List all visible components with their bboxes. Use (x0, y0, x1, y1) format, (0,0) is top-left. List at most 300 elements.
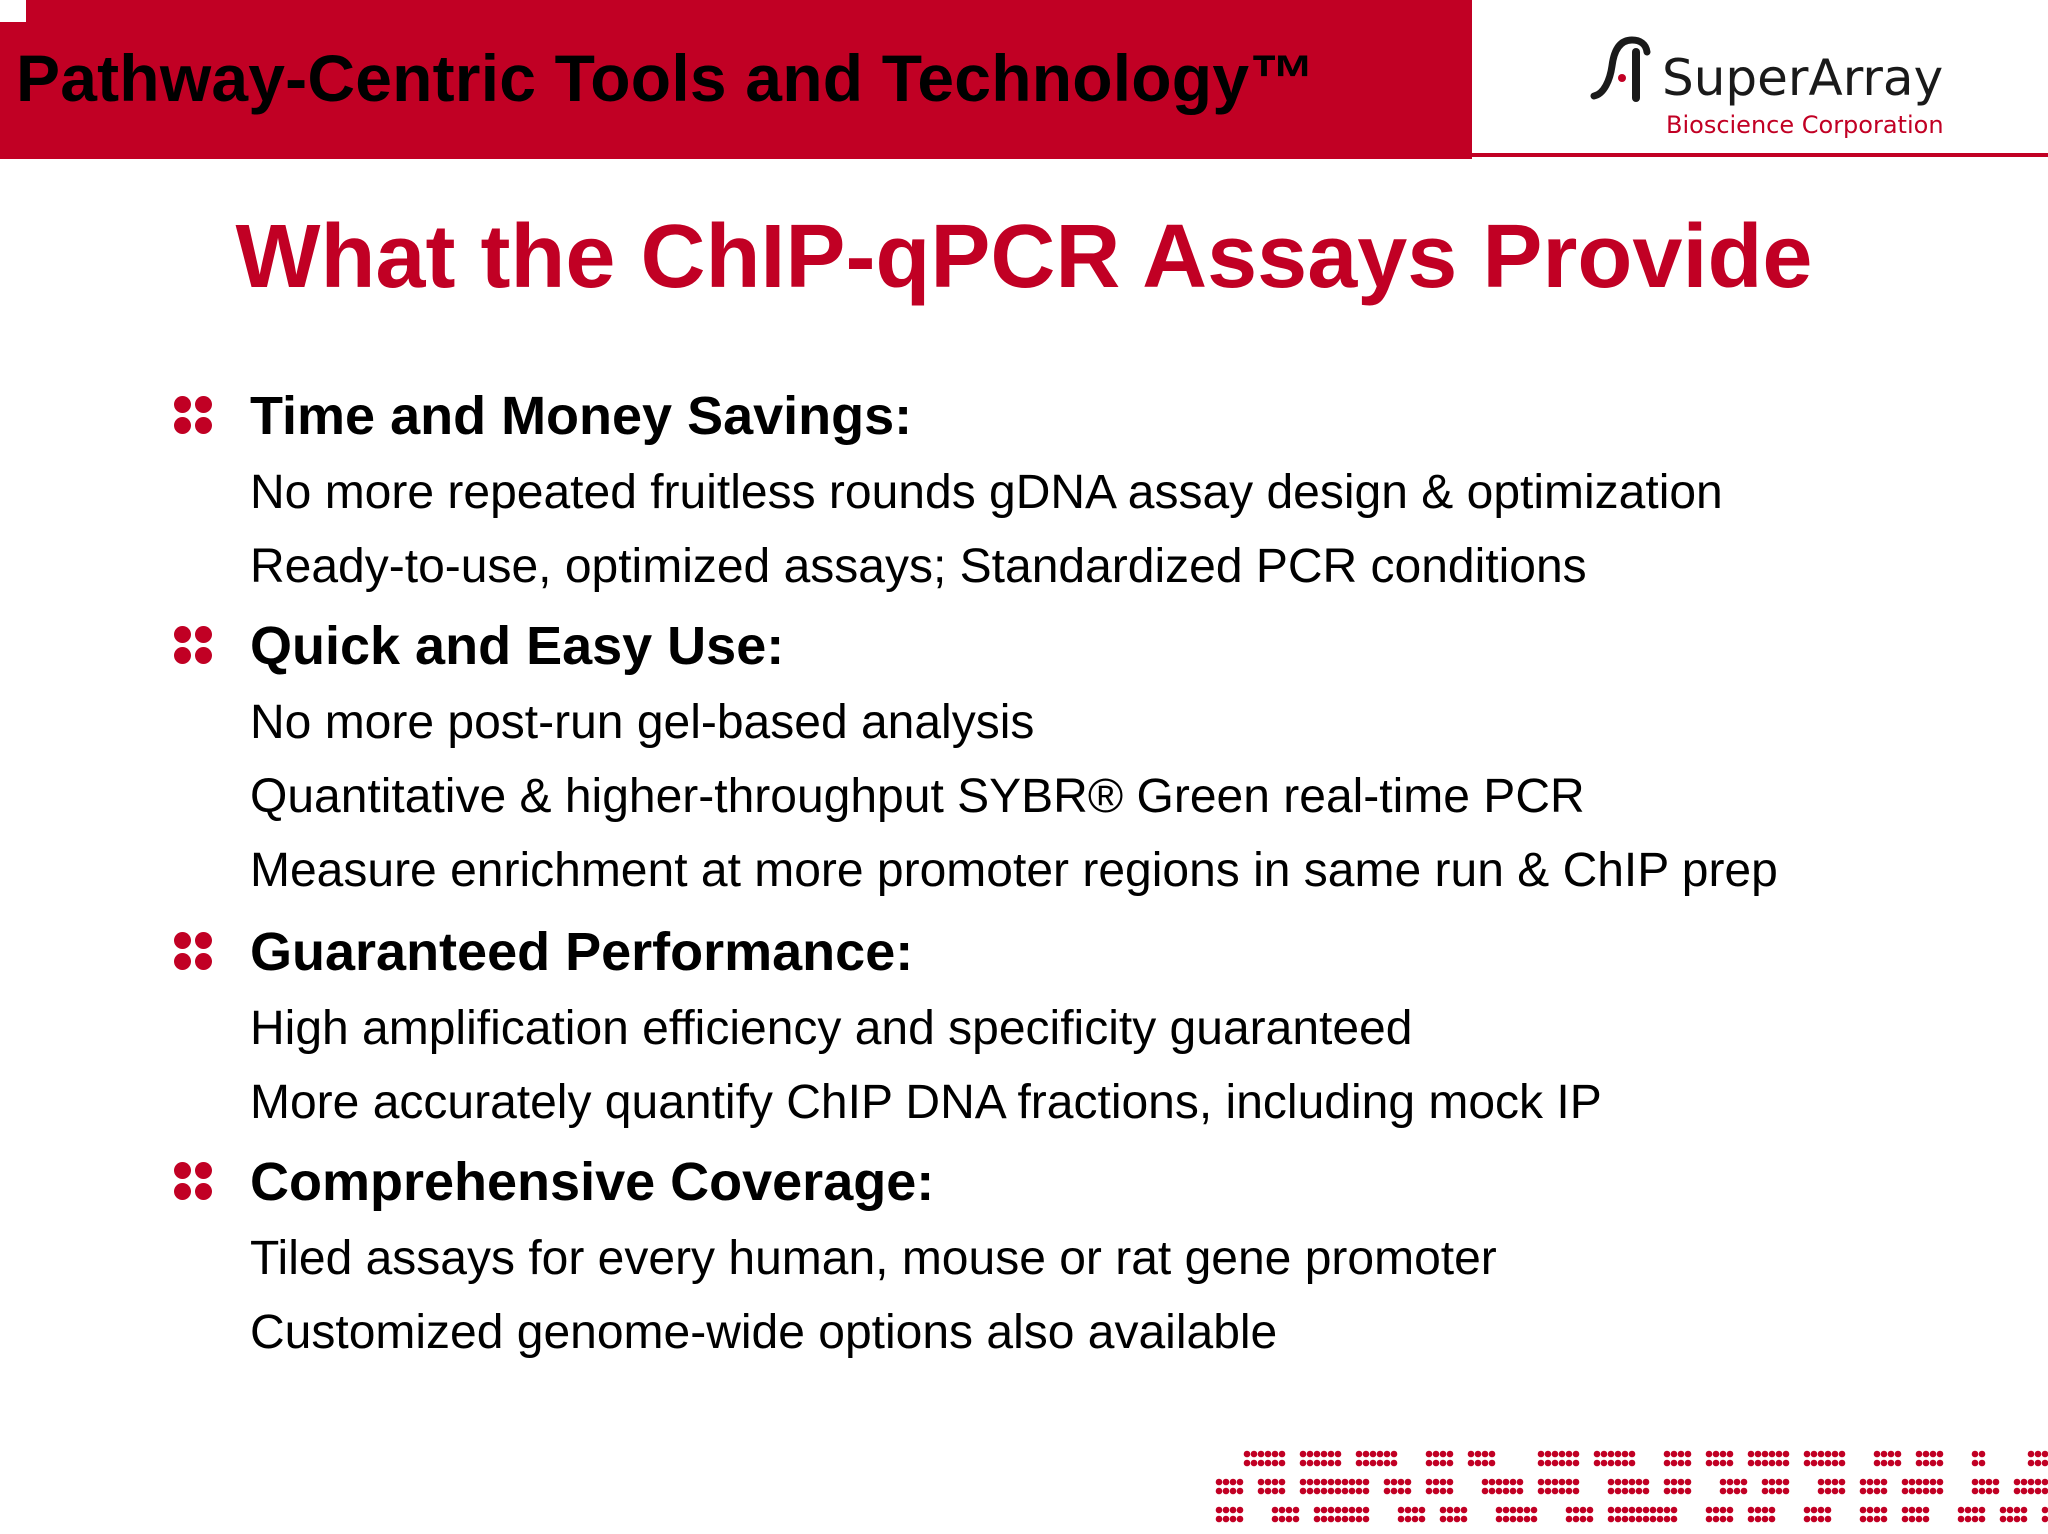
pattern-dot (1713, 1460, 1720, 1467)
pattern-dot (1419, 1516, 1426, 1523)
pattern-dot (2000, 1507, 2007, 1514)
pattern-dot (1916, 1451, 1923, 1458)
pattern-dot (1972, 1516, 1979, 1523)
pattern-dot (1405, 1516, 1412, 1523)
pattern-dot (1216, 1507, 1223, 1514)
pattern-dot (1489, 1488, 1496, 1495)
pattern-dot (1328, 1460, 1335, 1467)
pattern-dot (1286, 1516, 1293, 1523)
logo-subtitle: Bioscience Corporation (1666, 111, 1944, 139)
pattern-dot (1566, 1488, 1573, 1495)
pattern-dot (1342, 1479, 1349, 1486)
pattern-dot (1496, 1516, 1503, 1523)
pattern-dot (1979, 1460, 1986, 1467)
pattern-dot (1461, 1516, 1468, 1523)
pattern-dot (1440, 1479, 1447, 1486)
pattern-dot (1685, 1451, 1692, 1458)
pattern-dot (1811, 1460, 1818, 1467)
pattern-dot (1727, 1507, 1734, 1514)
pattern-dot (1643, 1507, 1650, 1514)
pattern-dot (1867, 1479, 1874, 1486)
pattern-dot (1615, 1460, 1622, 1467)
pattern-dot (1608, 1479, 1615, 1486)
pattern-dot (1678, 1460, 1685, 1467)
pattern-dot (1328, 1516, 1335, 1523)
pattern-dot (1230, 1516, 1237, 1523)
pattern-dot (1776, 1488, 1783, 1495)
pattern-dot (1307, 1479, 1314, 1486)
pattern-dot (1496, 1488, 1503, 1495)
pattern-dot (1769, 1479, 1776, 1486)
pattern-dot (1622, 1507, 1629, 1514)
pattern-dot (1223, 1507, 1230, 1514)
pattern-dot (1839, 1488, 1846, 1495)
pattern-dot (1307, 1488, 1314, 1495)
pattern-dot (1881, 1460, 1888, 1467)
pattern-dot (1342, 1507, 1349, 1514)
pattern-dot (1552, 1460, 1559, 1467)
pattern-dot (1706, 1507, 1713, 1514)
pattern-dot (1440, 1451, 1447, 1458)
pattern-dot (1524, 1516, 1531, 1523)
pattern-dot (1272, 1488, 1279, 1495)
pattern-dot (1937, 1488, 1944, 1495)
pattern-dot (1916, 1488, 1923, 1495)
pattern-dot (1321, 1488, 1328, 1495)
pattern-dot (2042, 1460, 2048, 1467)
pattern-dot (1398, 1479, 1405, 1486)
pattern-dot (1608, 1516, 1615, 1523)
pattern-dot (1678, 1479, 1685, 1486)
pattern-dot (1825, 1460, 1832, 1467)
pattern-dot (1706, 1460, 1713, 1467)
pattern-dot (1874, 1451, 1881, 1458)
pattern-dot (1783, 1479, 1790, 1486)
pattern-dot (1923, 1451, 1930, 1458)
pattern-dot (2021, 1488, 2028, 1495)
section-heading: Comprehensive Coverage: (250, 1152, 935, 1212)
pattern-dot (1937, 1451, 1944, 1458)
pattern-dot (1468, 1460, 1475, 1467)
pattern-dot (1622, 1451, 1629, 1458)
four-dot-bullet-icon (174, 396, 214, 436)
pattern-dot (1531, 1507, 1538, 1514)
pattern-dot (1279, 1479, 1286, 1486)
pattern-dot (1818, 1460, 1825, 1467)
pattern-dot (1230, 1479, 1237, 1486)
pattern-dot (1363, 1460, 1370, 1467)
pattern-dot (1377, 1451, 1384, 1458)
pattern-dot (1601, 1451, 1608, 1458)
pattern-dot (1531, 1516, 1538, 1523)
pattern-dot (1447, 1516, 1454, 1523)
pattern-dot (1391, 1488, 1398, 1495)
pattern-dot (1972, 1479, 1979, 1486)
pattern-dot (1566, 1507, 1573, 1514)
pattern-dot (1608, 1488, 1615, 1495)
pattern-dot (1510, 1516, 1517, 1523)
pattern-dot (1279, 1460, 1286, 1467)
pattern-dot (1384, 1479, 1391, 1486)
pattern-dot (1426, 1479, 1433, 1486)
pattern-dot (1335, 1460, 1342, 1467)
pattern-dot (1426, 1451, 1433, 1458)
pattern-dot (2042, 1488, 2048, 1495)
logo-divider (1472, 153, 2048, 157)
pattern-dot (1762, 1507, 1769, 1514)
pattern-dot (1356, 1516, 1363, 1523)
pattern-dot (1664, 1516, 1671, 1523)
pattern-dot (1755, 1451, 1762, 1458)
pattern-dot (1391, 1451, 1398, 1458)
pattern-dot (1965, 1507, 1972, 1514)
pattern-dot (1447, 1488, 1454, 1495)
pattern-dot (1678, 1488, 1685, 1495)
pattern-dot (1636, 1516, 1643, 1523)
pattern-dot (1510, 1479, 1517, 1486)
pattern-dot (1482, 1460, 1489, 1467)
pattern-dot (1643, 1479, 1650, 1486)
pattern-dot (1300, 1479, 1307, 1486)
pattern-dot (1279, 1516, 1286, 1523)
pattern-dot (1433, 1460, 1440, 1467)
pattern-dot (1440, 1460, 1447, 1467)
pattern-dot (2000, 1516, 2007, 1523)
pattern-dot (1972, 1488, 1979, 1495)
pattern-dot (1405, 1507, 1412, 1514)
pattern-dot (1503, 1507, 1510, 1514)
pattern-dot (1538, 1460, 1545, 1467)
pattern-dot (1517, 1507, 1524, 1514)
pattern-dot (1888, 1460, 1895, 1467)
pattern-dot (1580, 1507, 1587, 1514)
pattern-dot (1636, 1488, 1643, 1495)
pattern-dot (1321, 1460, 1328, 1467)
pattern-dot (1356, 1507, 1363, 1514)
pattern-dot (1867, 1516, 1874, 1523)
pattern-dot (1405, 1488, 1412, 1495)
pattern-dot (1307, 1460, 1314, 1467)
pattern-dot (1412, 1507, 1419, 1514)
pattern-dot (1321, 1507, 1328, 1514)
pattern-dot (1629, 1488, 1636, 1495)
pattern-dot (1979, 1488, 1986, 1495)
pattern-dot (1272, 1460, 1279, 1467)
pattern-dot (1258, 1479, 1265, 1486)
pattern-dot (1503, 1479, 1510, 1486)
pattern-dot (1783, 1451, 1790, 1458)
pattern-dot (1727, 1516, 1734, 1523)
pattern-dot (1510, 1488, 1517, 1495)
pattern-dot (1475, 1460, 1482, 1467)
pattern-dot (1384, 1451, 1391, 1458)
pattern-dot (1566, 1460, 1573, 1467)
pattern-dot (1832, 1451, 1839, 1458)
pattern-dot (1321, 1516, 1328, 1523)
pattern-dot (1391, 1479, 1398, 1486)
pattern-dot (1818, 1488, 1825, 1495)
pattern-dot (1930, 1451, 1937, 1458)
pattern-dot (1923, 1479, 1930, 1486)
pattern-dot (1916, 1460, 1923, 1467)
pattern-dot (1328, 1507, 1335, 1514)
pattern-dot (1755, 1516, 1762, 1523)
pattern-dot (1671, 1507, 1678, 1514)
pattern-dot (1664, 1507, 1671, 1514)
pattern-dot (1475, 1451, 1482, 1458)
pattern-dot (1748, 1451, 1755, 1458)
pattern-dot (1832, 1460, 1839, 1467)
pattern-dot (1454, 1516, 1461, 1523)
pattern-dot (2042, 1507, 2048, 1514)
pattern-dot (1237, 1507, 1244, 1514)
pattern-dot (1272, 1516, 1279, 1523)
pattern-dot (1244, 1451, 1251, 1458)
pattern-dot (1930, 1479, 1937, 1486)
pattern-dot (1979, 1479, 1986, 1486)
pattern-dot (1713, 1516, 1720, 1523)
pattern-dot (1517, 1479, 1524, 1486)
pattern-dot (1328, 1488, 1335, 1495)
pattern-dot (1286, 1507, 1293, 1514)
section-detail: No more repeated fruitless rounds gDNA assay design & optimization (250, 466, 1723, 519)
pattern-dot (1881, 1488, 1888, 1495)
pattern-dot (1230, 1488, 1237, 1495)
pattern-dot (1615, 1479, 1622, 1486)
pattern-dot (1538, 1488, 1545, 1495)
pattern-dot (1300, 1451, 1307, 1458)
section-detail: Quantitative & higher-throughput SYBR® Green real-time PCR (250, 770, 1585, 823)
pattern-dot (1573, 1488, 1580, 1495)
pattern-dot (1524, 1507, 1531, 1514)
section-detail: No more post-run gel-based analysis (250, 696, 1035, 749)
pattern-dot (1762, 1479, 1769, 1486)
pattern-dot (1433, 1488, 1440, 1495)
pattern-dot (1748, 1460, 1755, 1467)
pattern-dot (1804, 1451, 1811, 1458)
logo-wordmark: SuperArray (1662, 49, 1944, 107)
pattern-dot (1559, 1460, 1566, 1467)
pattern-dot (1664, 1488, 1671, 1495)
pattern-dot (1349, 1516, 1356, 1523)
pattern-dot (1363, 1488, 1370, 1495)
pattern-dot (1237, 1516, 1244, 1523)
pattern-dot (1755, 1460, 1762, 1467)
pattern-dot (1314, 1488, 1321, 1495)
pattern-dot (1622, 1479, 1629, 1486)
pattern-dot (1349, 1507, 1356, 1514)
pattern-dot (1671, 1479, 1678, 1486)
pattern-dot (1979, 1451, 1986, 1458)
pattern-dot (1727, 1479, 1734, 1486)
pattern-dot (1279, 1451, 1286, 1458)
pattern-dot (1776, 1451, 1783, 1458)
pattern-dot (1811, 1516, 1818, 1523)
pattern-dot (1251, 1451, 1258, 1458)
pattern-dot (1811, 1451, 1818, 1458)
pattern-dot (1433, 1479, 1440, 1486)
pattern-dot (1615, 1488, 1622, 1495)
pattern-dot (1629, 1460, 1636, 1467)
pattern-dot (1657, 1516, 1664, 1523)
pattern-dot (1825, 1451, 1832, 1458)
pattern-dot (1573, 1507, 1580, 1514)
pattern-dot (1671, 1516, 1678, 1523)
pattern-dot (2035, 1488, 2042, 1495)
slide-title: What the ChIP-qPCR Assays Provide (235, 207, 1813, 307)
pattern-dot (1622, 1460, 1629, 1467)
pattern-dot (1545, 1460, 1552, 1467)
pattern-dot (1657, 1507, 1664, 1514)
four-dot-bullet-icon (174, 1162, 214, 1202)
pattern-dot (1839, 1451, 1846, 1458)
pattern-dot (1342, 1516, 1349, 1523)
pattern-dot (1356, 1479, 1363, 1486)
pattern-dot (1258, 1488, 1265, 1495)
pattern-dot (1496, 1507, 1503, 1514)
pattern-dot (1426, 1460, 1433, 1467)
pattern-dot (2014, 1488, 2021, 1495)
pattern-dot (1909, 1507, 1916, 1514)
pattern-dot (1923, 1516, 1930, 1523)
pattern-dot (1391, 1460, 1398, 1467)
pattern-dot (1650, 1507, 1657, 1514)
pattern-dot (1909, 1479, 1916, 1486)
pattern-dot (1573, 1460, 1580, 1467)
pattern-dot (2042, 1479, 2048, 1486)
pattern-dot (1216, 1488, 1223, 1495)
pattern-dot (1545, 1451, 1552, 1458)
pattern-dot (1314, 1507, 1321, 1514)
pattern-dot (1328, 1479, 1335, 1486)
pattern-dot (1678, 1451, 1685, 1458)
pattern-dot (1293, 1507, 1300, 1514)
pattern-dot (1216, 1516, 1223, 1523)
pattern-dot (1335, 1479, 1342, 1486)
pattern-dot (1398, 1516, 1405, 1523)
pattern-dot (1461, 1507, 1468, 1514)
pattern-dot (1874, 1516, 1881, 1523)
pattern-dot (1776, 1479, 1783, 1486)
pattern-dot (2021, 1479, 2028, 1486)
pattern-dot (1447, 1479, 1454, 1486)
pattern-dot (1762, 1460, 1769, 1467)
pattern-dot (2007, 1507, 2014, 1514)
pattern-dot (1881, 1479, 1888, 1486)
pattern-dot (1314, 1460, 1321, 1467)
pattern-dot (1720, 1460, 1727, 1467)
pattern-dot (1769, 1516, 1776, 1523)
pattern-dot (2021, 1516, 2028, 1523)
pattern-dot (2028, 1460, 2035, 1467)
pattern-dot (1419, 1507, 1426, 1514)
pattern-dot (2014, 1479, 2021, 1486)
pattern-dot (1447, 1507, 1454, 1514)
pattern-dot (1314, 1451, 1321, 1458)
pattern-dot (1356, 1488, 1363, 1495)
pattern-dot (1783, 1460, 1790, 1467)
pattern-dot (1559, 1488, 1566, 1495)
pattern-dot (1734, 1479, 1741, 1486)
pattern-dot (1223, 1516, 1230, 1523)
pattern-dot (1839, 1460, 1846, 1467)
pattern-dot (1629, 1507, 1636, 1514)
pattern-dot (1685, 1479, 1692, 1486)
pattern-dot (1902, 1516, 1909, 1523)
pattern-dot (1748, 1507, 1755, 1514)
pattern-dot (1671, 1451, 1678, 1458)
pattern-dot (1356, 1451, 1363, 1458)
pattern-dot (1545, 1488, 1552, 1495)
pattern-dot (1356, 1460, 1363, 1467)
pattern-dot (1258, 1451, 1265, 1458)
pattern-dot (1538, 1451, 1545, 1458)
pattern-dot (1489, 1460, 1496, 1467)
pattern-dot (1825, 1516, 1832, 1523)
pattern-dot (1762, 1488, 1769, 1495)
pattern-dot (1972, 1460, 1979, 1467)
pattern-dot (1839, 1479, 1846, 1486)
pattern-dot (1608, 1451, 1615, 1458)
pattern-dot (1902, 1507, 1909, 1514)
pattern-dot (1685, 1460, 1692, 1467)
pattern-dot (1860, 1507, 1867, 1514)
pattern-dot (1398, 1507, 1405, 1514)
four-dot-bullet-icon (174, 626, 214, 666)
pattern-dot (1825, 1488, 1832, 1495)
pattern-dot (2042, 1516, 2048, 1523)
pattern-dot (1937, 1479, 1944, 1486)
pattern-dot (1314, 1479, 1321, 1486)
pattern-dot (1664, 1460, 1671, 1467)
pattern-dot (1559, 1479, 1566, 1486)
pattern-dot (1818, 1516, 1825, 1523)
pattern-dot (1566, 1479, 1573, 1486)
pattern-dot (1741, 1479, 1748, 1486)
pattern-dot (1860, 1516, 1867, 1523)
pattern-dot (1923, 1488, 1930, 1495)
pattern-dot (1412, 1516, 1419, 1523)
pattern-dot (1930, 1460, 1937, 1467)
pattern-dot (1265, 1488, 1272, 1495)
pattern-dot (1930, 1488, 1937, 1495)
pattern-dot (1909, 1516, 1916, 1523)
pattern-dot (1783, 1488, 1790, 1495)
pattern-dot (1496, 1479, 1503, 1486)
pattern-dot (1664, 1451, 1671, 1458)
pattern-dot (1706, 1516, 1713, 1523)
pattern-dot (1769, 1460, 1776, 1467)
pattern-dot (1643, 1516, 1650, 1523)
pattern-dot (1734, 1488, 1741, 1495)
pattern-dot (1671, 1460, 1678, 1467)
pattern-dot (1258, 1460, 1265, 1467)
pattern-dot (1447, 1460, 1454, 1467)
pattern-dot (1874, 1479, 1881, 1486)
pattern-dot (2007, 1516, 2014, 1523)
four-dot-bullet-icon (174, 932, 214, 972)
pattern-dot (1244, 1460, 1251, 1467)
pattern-dot (1510, 1507, 1517, 1514)
pattern-dot (1713, 1451, 1720, 1458)
pattern-dot (1993, 1479, 2000, 1486)
pattern-dot (1860, 1479, 1867, 1486)
pattern-dot (1776, 1460, 1783, 1467)
pattern-dot (1265, 1479, 1272, 1486)
pattern-dot (1748, 1516, 1755, 1523)
pattern-dot (1482, 1488, 1489, 1495)
pattern-dot (1825, 1507, 1832, 1514)
